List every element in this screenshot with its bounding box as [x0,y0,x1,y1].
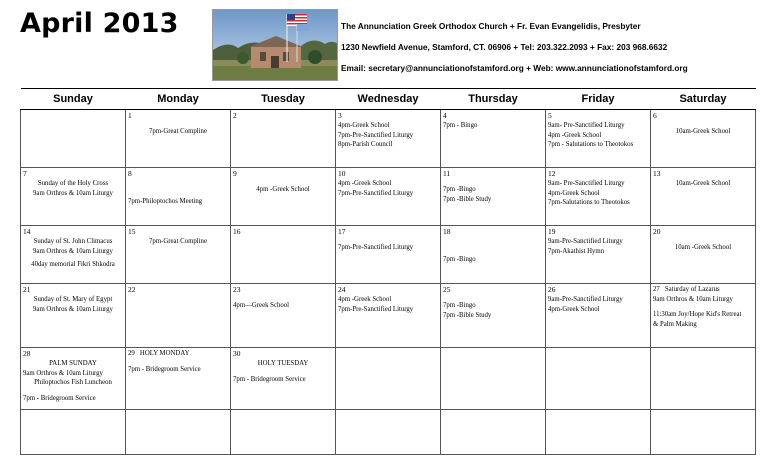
event: 7pm-Pre-Sanctified Liturgy [338,131,414,139]
event: 7pm - Bridegroom Service [128,365,201,373]
event: 7pm - Bridegroom Service [233,375,306,383]
event: 7pm - Salutations to Theotokos [548,141,634,149]
day-number: 3 [338,111,342,120]
event: 7pm -Bingo [443,186,476,193]
day-number: 25 [443,285,451,294]
weekday-saturday: Saturday [651,89,756,110]
day-cell-29 [126,348,231,410]
event: 9am- Pre-Sanctified Liturgy [548,122,625,129]
event: 9am Orthros & 10am Liturgy [33,189,113,197]
day-cell-28 [21,348,126,410]
event: 9am Orthros & 10am Liturgy [653,295,733,303]
day-number: 17 [338,227,346,236]
day-number: 27 [653,286,660,293]
day-cell-2 [231,110,336,168]
church-info [341,16,688,79]
day-cell-empty [336,410,441,455]
day-cell-empty [546,348,651,410]
day-cell-23 [231,284,336,348]
event: 4pm -Greek School [548,131,602,139]
day-cell-19 [546,226,651,284]
day-number: 6 [653,111,657,120]
day-cell-3 [336,110,441,168]
day-cell-1 [126,110,231,168]
day-cell-empty [336,348,441,410]
day-cell-30 [231,348,336,410]
day-cell-9 [231,168,336,226]
day-number: 2 [233,111,237,120]
weekday-thursday: Thursday [441,89,546,110]
day-number: 20 [653,227,661,236]
church-photo [212,9,338,81]
event: Sunday of the Holy Cross [37,180,109,187]
event: 7pm-Pre-Sanctified Liturgy [338,305,414,313]
day-number: 14 [23,227,31,236]
event: 9am Orthros & 10am Liturgy [33,247,113,255]
event: 40day memorial Fikri Shkodra [31,261,115,269]
day-cell-20 [651,226,756,284]
event: 8pm-Parish Council [338,141,393,149]
weekday-sunday: Sunday [21,89,126,110]
day-number: 26 [548,285,556,294]
day-cell-16 [231,226,336,284]
event: & Palm Making [653,320,697,328]
day-number: 1 [128,111,132,120]
day-cell-24 [336,284,441,348]
event: 7pm -Bingo [443,256,476,263]
event: HOLY TUESDAY [257,360,309,367]
event: Sunday of St. Mary of Egypt [33,296,113,303]
day-number: 23 [233,285,241,294]
day-number: 15 [128,227,136,236]
day-number-and-event [128,349,228,359]
day-cell-empty [441,348,546,410]
event: 4pm-Greek School [548,189,600,197]
event: 4pm—Greek School [233,302,290,309]
weekday-monday: Monday [126,89,231,110]
church-address-line: 1230 Newfield Avenue, Stamford, CT. 06906 + Tel: 203.322.2093 + Fax: 203 968.6632 [341,42,668,52]
day-number: 7 [23,169,27,178]
day-number: 4 [443,111,447,120]
calendar-title: April 2013 [20,8,179,39]
church-photo-image [213,10,337,80]
day-number: 22 [128,285,136,294]
day-number: 13 [653,169,661,178]
day-cell-empty [21,410,126,455]
church-contact-line: Email: secretary@annunciationofstamford.org + Web: www.annunciationofstamford.org [341,63,688,73]
event: Philoptochos Fish Luncheon [34,379,112,387]
day-number: 30 [233,349,241,358]
calendar-grid [20,88,756,455]
day-cell-4 [441,110,546,168]
church-name-line: The Annunciation Greek Orthodox Church + Fr. Evan Evangelidis, Presbyter [341,21,641,31]
day-cell-21 [21,284,126,348]
week-row-5 [21,348,756,410]
day-number: 9 [233,169,237,178]
day-number: 16 [233,227,241,236]
event: 7pm - Bridegroom Service [23,394,96,402]
week-row-3 [21,226,756,284]
day-number: 12 [548,169,556,178]
event: 4pm -Greek School [256,186,310,193]
event: 10am -Greek School [674,244,732,251]
day-cell-5 [546,110,651,168]
day-cell-empty [21,110,126,168]
event: 10am-Greek School [675,128,731,135]
event: PALM SUNDAY [49,360,97,367]
event: 9am Orthros & 10am Liturgy [33,305,113,313]
day-cell-empty [651,410,756,455]
day-number-and-event [653,285,753,295]
event: 7pm-Pre-Sanctified Liturgy [338,244,414,251]
event: 9am-Pre-Sanctified Liturgy [548,238,623,245]
day-number: 24 [338,285,346,294]
event: 7pm-Salutations to Theotokos [548,199,630,207]
day-cell-8 [126,168,231,226]
weekday-friday: Friday [546,89,651,110]
day-cell-10 [336,168,441,226]
event: Sunday of St. John Climacus [33,238,113,245]
day-number: 29 [128,350,135,357]
day-cell-22 [126,284,231,348]
day-cell-empty [651,348,756,410]
week-row-2 [21,168,756,226]
day-cell-empty [126,410,231,455]
event: 7pm -Bingo [443,302,476,309]
weekday-tuesday: Tuesday [231,89,336,110]
event: Saturday of Lazarus [664,286,720,293]
event: 10am-Greek School [675,180,731,187]
event: 9am-Pre-Sanctified Liturgy [548,296,623,303]
event: 7pm -Bible Study [443,195,492,203]
weekday-wednesday: Wednesday [336,89,441,110]
week-row-6 [21,410,756,455]
event: 7pm - Bingo [443,122,478,129]
event: 4pm-Greek School [338,122,390,129]
event: 4pm -Greek School [338,296,392,303]
event: 9am- Pre-Sanctified Liturgy [548,180,625,187]
day-number: 11 [443,169,451,178]
day-cell-13 [651,168,756,226]
event: 7pm-Akathist Hymn [548,247,605,255]
day-number: 5 [548,111,552,120]
week-row-4 [21,284,756,348]
day-number: 8 [128,169,132,178]
event: 7pm-Philoptochos Meeting [128,198,203,205]
day-cell-empty [441,410,546,455]
day-cell-6 [651,110,756,168]
event: 7pm-Great Compline [149,238,207,245]
day-cell-7 [21,168,126,226]
event: 7pm-Great Compline [149,128,207,135]
event: 4pm -Greek School [338,180,392,187]
event: 4pm-Greek School [548,305,600,313]
week-row-1 [21,110,756,168]
day-number: 21 [23,285,31,294]
day-cell-15 [126,226,231,284]
day-number: 10 [338,169,346,178]
day-cell-18 [441,226,546,284]
day-cell-empty [231,410,336,455]
day-cell-empty [546,410,651,455]
day-number: 18 [443,227,451,236]
event: 7pm-Pre-Sanctified Liturgy [338,189,414,197]
day-number: 28 [23,349,31,358]
day-cell-11 [441,168,546,226]
event: HOLY MONDAY [139,350,190,357]
day-number: 19 [548,227,556,236]
event: 9am Orthros & 10am Liturgy [23,369,103,377]
event: 7pm -Bible Study [443,311,492,319]
day-cell-17 [336,226,441,284]
event: 11:30am Joy/Hope Kid's Retreat [653,311,742,319]
day-cell-12 [546,168,651,226]
day-cell-14 [21,226,126,284]
day-cell-26 [546,284,651,348]
day-cell-25 [441,284,546,348]
weekday-header-row [21,89,756,110]
day-cell-27 [651,284,756,348]
